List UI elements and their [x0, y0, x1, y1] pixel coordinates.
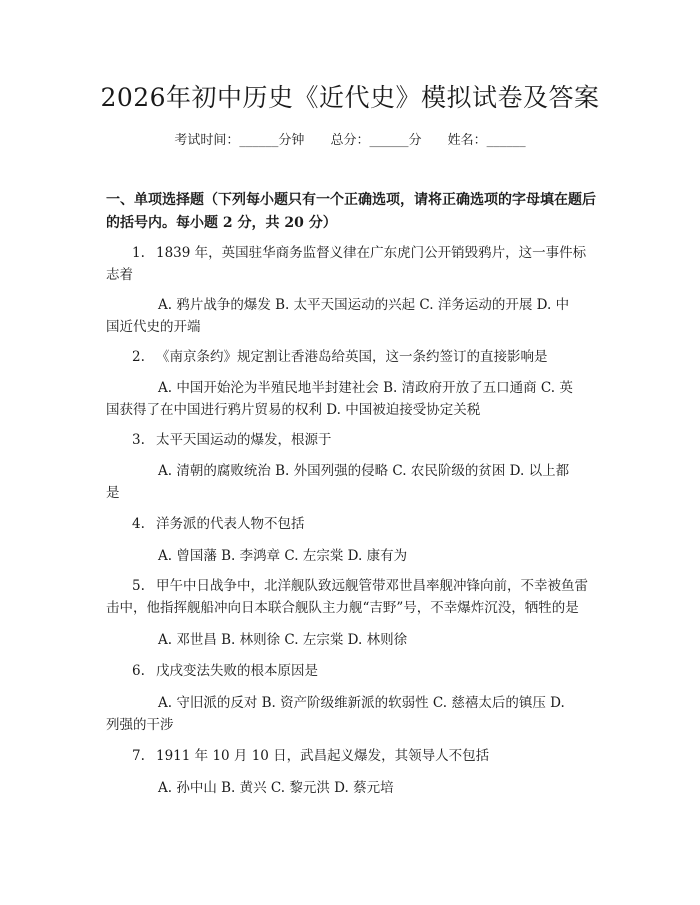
question-5-options: A. 邓世昌 B. 林则徐 C. 左宗棠 D. 林则徐	[158, 632, 408, 648]
page-title: 2026年初中历史《近代史》模拟试卷及答案	[100, 83, 600, 112]
question-number: 1.	[132, 245, 145, 261]
question-text: 1911 年 10 月 10 日，武昌起义爆发，其领导人不包括	[156, 748, 490, 764]
question-number: 7.	[132, 748, 145, 764]
exam-time-field: 考试时间：______分钟	[174, 133, 305, 148]
question-text: 甲午中日战争中，北洋舰队致远舰管带邓世昌率舰冲锋向前，不幸被鱼雷	[156, 578, 588, 594]
question-3-options: A. 清朝的腐败统治 B. 外国列强的侵略 C. 农民阶级的贫困 D. 以上都	[158, 463, 570, 479]
question-4-options: A. 曾国藩 B. 李鸿章 C. 左宗棠 D. 康有为	[158, 548, 408, 564]
section-heading-line: 的括号内。每小题 2 分，共 20 分）	[106, 215, 337, 231]
question-number: 6.	[132, 663, 145, 679]
question-2-stem	[106, 346, 602, 369]
question-4-stem	[106, 513, 602, 536]
question-number: 2.	[132, 349, 145, 365]
question-number: 4.	[132, 516, 145, 532]
question-text: 洋务派的代表人物不包括	[156, 516, 305, 532]
question-text: 志着	[106, 267, 133, 283]
question-7-stem	[106, 745, 602, 768]
question-number: 5.	[132, 578, 145, 594]
question-6-options: A. 守旧派的反对 B. 资产阶级维新派的软弱性 C. 慈禧太后的镇压 D.	[158, 695, 565, 711]
question-5-stem	[106, 575, 602, 598]
question-7-options: A. 孙中山 B. 黄兴 C. 黎元洪 D. 蔡元培	[158, 780, 394, 796]
question-1-options: A. 鸦片战争的爆发 B. 太平天国运动的兴起 C. 洋务运动的开展 D. 中	[158, 297, 570, 313]
question-6-stem	[106, 660, 602, 683]
question-options-continued: 国近代史的开端	[106, 319, 201, 335]
question-2-options: A. 中国开始沦为半殖民地半封建社会 B. 清政府开放了五口通商 C. 英	[158, 380, 573, 396]
section-heading	[106, 189, 602, 235]
exam-meta	[0, 131, 700, 151]
question-text: 《南京条约》规定割让香港岛给英国，这一条约签订的直接影响是	[156, 349, 548, 365]
question-1-stem	[106, 242, 602, 265]
question-options-continued: 列强的干涉	[106, 717, 174, 733]
question-3-stem	[106, 429, 602, 452]
section-heading-line: 一、单项选择题（下列每小题只有一个正确选项，请将正确选项的字母填在题后	[106, 192, 596, 208]
question-options-continued: 国获得了在中国进行鸦片贸易的权利 D. 中国被迫接受协定关税	[106, 402, 481, 418]
total-score-field: 总分：______分	[330, 133, 422, 148]
student-name-field: 姓名：______	[447, 133, 526, 148]
question-text: 戊戌变法失败的根本原因是	[156, 663, 318, 679]
question-number: 3.	[132, 432, 145, 448]
question-text: 击中，他指挥舰船冲向日本联合舰队主力舰“吉野”号，不幸爆炸沉没，牺牲的是	[106, 600, 579, 616]
question-text: 1839 年，英国驻华商务监督义律在广东虎门公开销毁鸦片，这一事件标	[156, 245, 587, 261]
question-options-continued: 是	[106, 485, 120, 501]
question-text: 太平天国运动的爆发，根源于	[156, 432, 332, 448]
